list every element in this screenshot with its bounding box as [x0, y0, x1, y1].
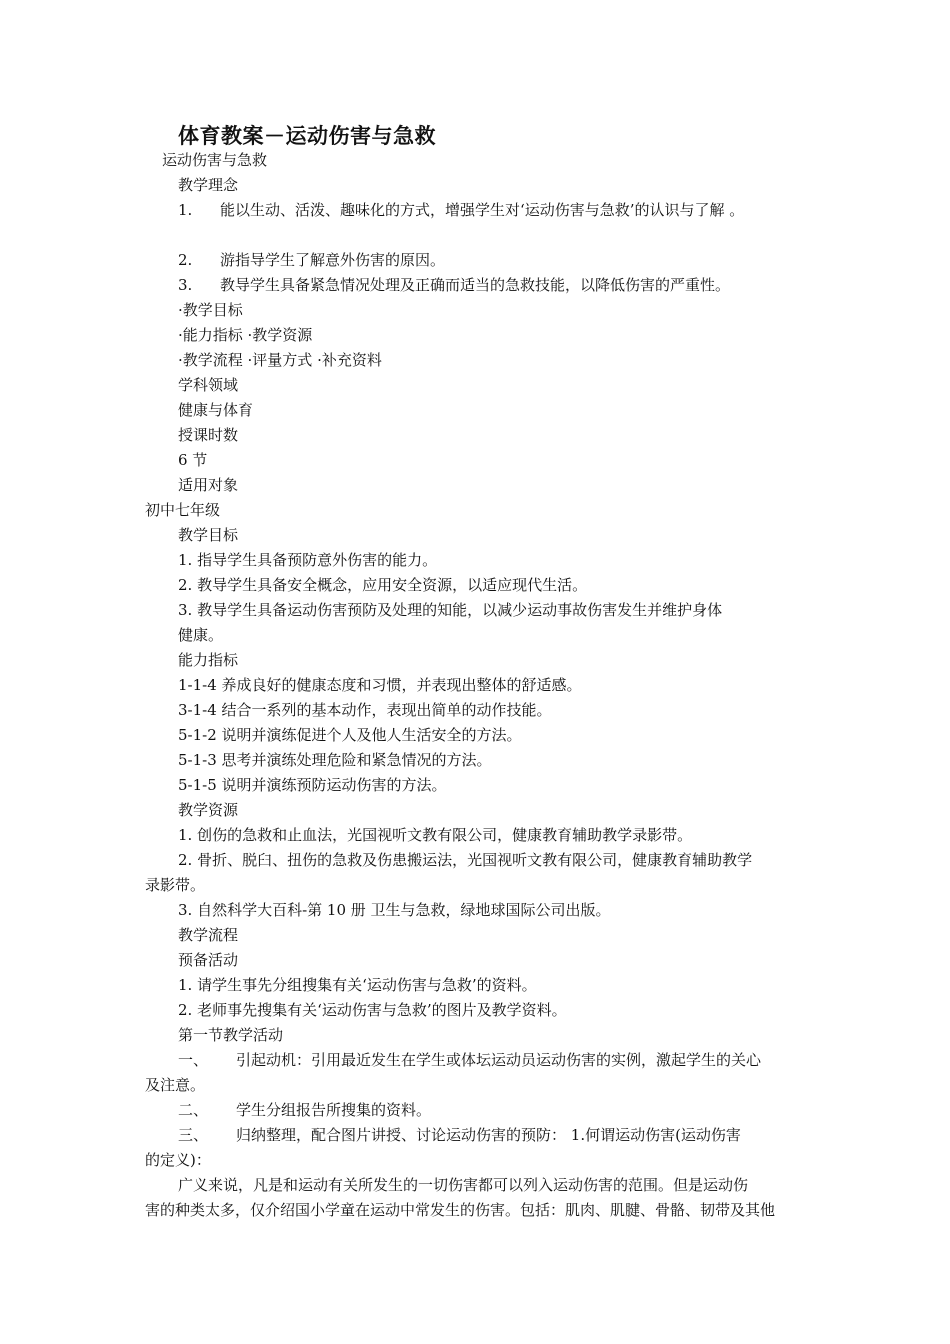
concept-item	[178, 200, 744, 220]
ability-item: 3-1-4 结合一系列的基本动作，表现出简单的动作技能。	[178, 701, 552, 719]
paragraph-line: 害的种类太多，仅介绍国小学童在运动中常发生的伤害。包括：肌肉、肌腱、骨骼、韧带及其他	[145, 1201, 776, 1219]
hours-label: 授课时数	[178, 426, 239, 444]
document-title: 体育教案－运动伤害与急救	[178, 124, 436, 148]
activity-item	[178, 1100, 431, 1120]
resource-item: 2. 骨折、脱臼、扭伤的急救及伤患搬运法，光国视听文教有限公司，健康教育辅助教学	[178, 851, 753, 869]
concept-item	[178, 250, 445, 270]
ability-item: 5-1-3 思考并演练处理危险和紧急情况的方法。	[178, 751, 492, 769]
item-number: 2.	[178, 251, 193, 269]
resources-heading: 教学资源	[178, 801, 239, 819]
nav-link-row[interactable]: ·教学目标	[178, 301, 243, 319]
resource-item-continuation: 录影带。	[145, 876, 206, 894]
activity-item-continuation: 及注意。	[145, 1076, 206, 1094]
subtitle: 运动伤害与急救	[162, 151, 268, 169]
prep-heading: 预备活动	[178, 951, 239, 969]
item-number: 一、	[178, 1051, 209, 1069]
item-number: 3.	[178, 276, 193, 294]
concept-item	[178, 275, 730, 295]
activity-item	[178, 1050, 761, 1070]
subject-label: 学科领域	[178, 376, 239, 394]
ability-item: 5-1-5 说明并演练预防运动伤害的方法。	[178, 776, 447, 794]
lesson1-heading: 第一节教学活动	[178, 1026, 284, 1044]
prep-item: 1. 请学生事先分组搜集有关‘运动伤害与急救’的资料。	[178, 976, 537, 994]
goals-heading: 教学目标	[178, 526, 239, 544]
subject-value: 健康与体育	[178, 401, 254, 419]
target-label: 适用对象	[178, 476, 239, 494]
item-number: 1.	[178, 201, 193, 219]
ability-item: 5-1-2 说明并演练促进个人及他人生活安全的方法。	[178, 726, 522, 744]
goal-item: 1. 指导学生具备预防意外伤害的能力。	[178, 551, 438, 569]
prep-item: 2. 老师事先搜集有关‘运动伤害与急救’的图片及教学资料。	[178, 1001, 567, 1019]
activity-item-continuation: 的定义)：	[145, 1151, 211, 1169]
item-number: 二、	[178, 1101, 209, 1119]
flow-heading: 教学流程	[178, 926, 239, 944]
concept-heading: 教学理念	[178, 176, 239, 194]
target-value: 初中七年级	[145, 501, 221, 519]
resource-item: 1. 创伤的急救和止血法，光国视听文教有限公司，健康教育辅助教学录影带。	[178, 826, 693, 844]
paragraph-line: 广义来说，凡是和运动有关所发生的一切伤害都可以列入运动伤害的范围。但是运动伤	[178, 1176, 749, 1194]
resource-item: 3. 自然科学大百科-第 10 册 卫生与急救，绿地球国际公司出版。	[178, 901, 611, 919]
item-text: 能以生动、活泼、趣味化的方式，增强学生对‘运动伤害与急救’的认识与了解 。	[220, 201, 745, 219]
item-text: 学生分组报告所搜集的资料。	[236, 1101, 432, 1119]
nav-link-row[interactable]: ·教学流程 ·评量方式 ·补充资料	[178, 351, 382, 369]
nav-link-row[interactable]: ·能力指标 ·教学资源	[178, 326, 313, 344]
goal-item-continuation: 健康。	[178, 626, 224, 644]
activity-item	[178, 1125, 741, 1145]
hours-value: 6 节	[178, 451, 208, 469]
goal-item: 3. 教导学生具备运动伤害预防及处理的知能，以减少运动事故伤害发生并维护身体	[178, 601, 723, 619]
goal-item: 2. 教导学生具备安全概念，应用安全资源，以适应现代生活。	[178, 576, 588, 594]
ability-heading: 能力指标	[178, 651, 239, 669]
ability-item: 1-1-4 养成良好的健康态度和习惯，并表现出整体的舒适感。	[178, 676, 582, 694]
item-text: 归纳整理，配合图片讲授、讨论运动伤害的预防： 1.何谓运动伤害(运动伤害	[236, 1126, 741, 1144]
item-number: 三、	[178, 1126, 209, 1144]
item-text: 引起动机：引用最近发生在学生或体坛运动员运动伤害的实例，激起学生的关心	[236, 1051, 762, 1069]
item-text: 游指导学生了解意外伤害的原因。	[220, 251, 446, 269]
item-text: 教导学生具备紧急情况处理及正确而适当的急救技能，以降低伤害的严重性。	[220, 276, 731, 294]
